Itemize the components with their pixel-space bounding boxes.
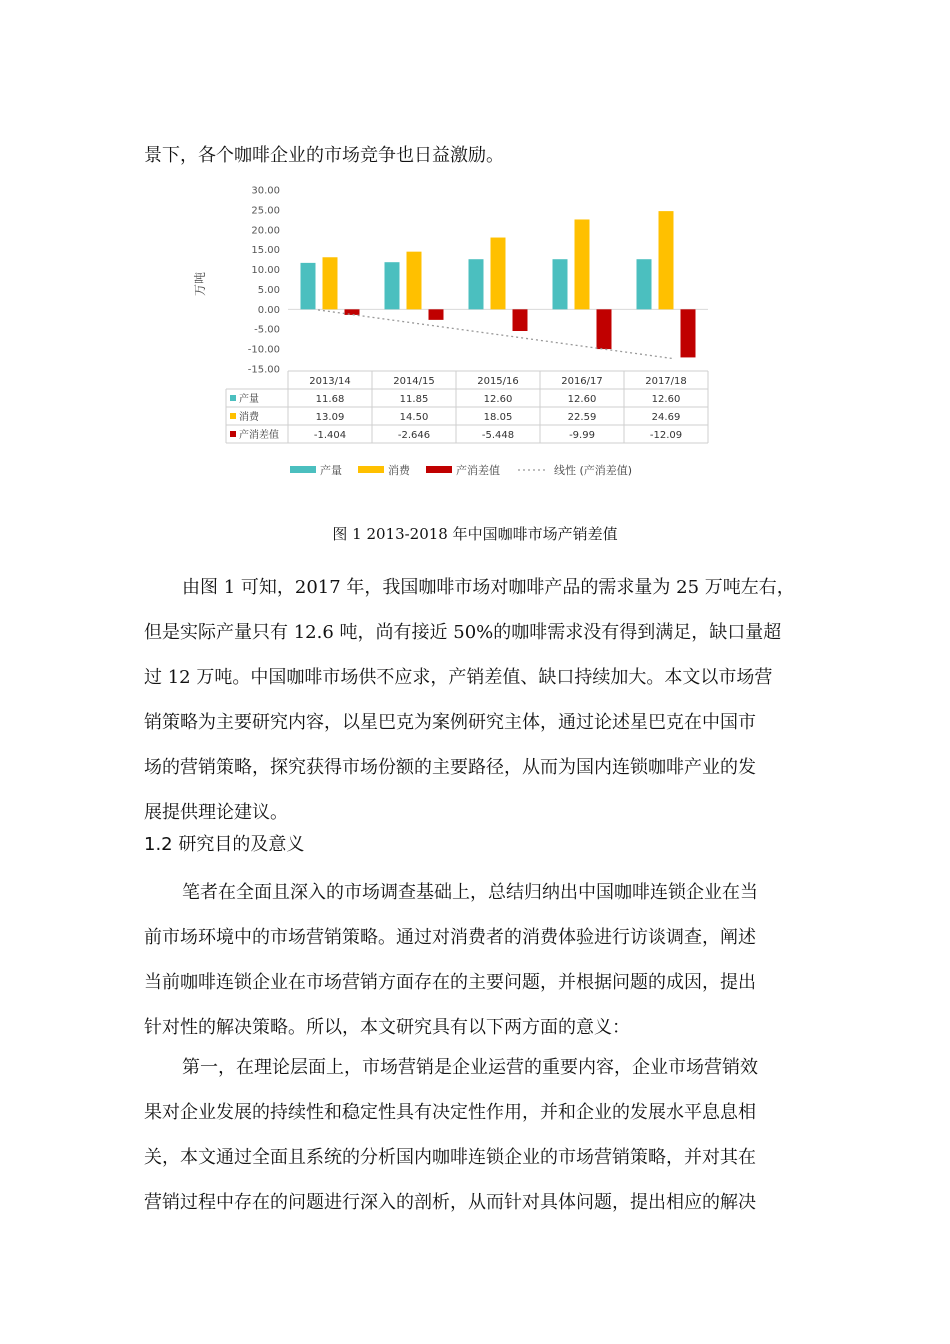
- bar-产消差值-2013/14: [345, 309, 360, 315]
- bar-产量-2017/18: [637, 259, 652, 309]
- paragraph-line: 但是实际产量只有 12.6 吨，尚有接近 50%的咖啡需求没有得到满足，缺口量超: [144, 622, 782, 643]
- y-tick-label: 20.00: [251, 225, 280, 237]
- bar-消费-2016/17: [575, 219, 590, 309]
- data-label: -1.404: [313, 430, 347, 441]
- bar-消费-2015/16: [491, 238, 506, 310]
- data-table: [226, 371, 708, 443]
- data-label: 18.05: [483, 412, 513, 423]
- legend: [290, 463, 632, 477]
- x-tick-label: 2013/14: [309, 376, 351, 387]
- y-axis-label: 万吨: [193, 271, 207, 297]
- x-tick-label: 2015/16: [477, 376, 519, 387]
- data-label: 24.69: [651, 412, 681, 423]
- bar-产量-2014/15: [385, 262, 400, 309]
- bar-产量-2015/16: [469, 259, 484, 309]
- trendline: [318, 310, 672, 359]
- intro-line: 景下，各个咖啡企业的市场竞争也日益激励。: [144, 145, 504, 166]
- bar-产消差值-2016/17: [597, 309, 612, 349]
- data-label: 12.60: [567, 394, 597, 405]
- data-label: 12.60: [483, 394, 513, 405]
- y-tick-label: -10.00: [247, 344, 280, 356]
- legend-trend-label: 线性 (产消差值): [554, 464, 633, 477]
- paragraph-line: 关，本文通过全面且系统的分析国内咖啡连锁企业的市场营销策略，并对其在: [144, 1147, 756, 1168]
- data-label: 14.50: [399, 412, 429, 423]
- y-tick-label: 5.00: [257, 284, 280, 296]
- production-consumption-chart: [190, 178, 730, 498]
- data-label: 13.09: [315, 412, 345, 423]
- table-series-name: 消费: [239, 412, 259, 423]
- legend-label: 产量: [320, 464, 342, 477]
- paragraph-line: 营销过程中存在的问题进行深入的剖析，从而针对具体问题，提出相应的解决: [144, 1192, 756, 1213]
- data-label: -12.09: [649, 430, 683, 441]
- data-label: -9.99: [569, 430, 595, 441]
- paragraph-line: 果对企业发展的持续性和稳定性具有决定性作用，并和企业的发展水平息息相: [144, 1102, 756, 1123]
- bar-消费-2014/15: [407, 252, 422, 310]
- table-legend-key: [230, 395, 236, 401]
- bars-group: [301, 211, 696, 357]
- bar-产量-2016/17: [553, 259, 568, 309]
- paragraph-line: 当前咖啡连锁企业在市场营销方面存在的主要问题，并根据问题的成因，提出: [144, 972, 756, 993]
- paragraph-line: 第一，在理论层面上，市场营销是企业运营的重要内容，企业市场营销效: [182, 1057, 758, 1078]
- table-series-name: 产量: [239, 394, 259, 405]
- bar-消费-2017/18: [659, 211, 674, 309]
- paragraph-line: 针对性的解决策略。所以，本文研究具有以下两方面的意义：: [144, 1017, 630, 1038]
- data-label: 22.59: [567, 412, 597, 423]
- legend-label: 消费: [388, 464, 410, 477]
- table-legend-key: [230, 413, 236, 419]
- bar-产量-2013/14: [301, 263, 316, 309]
- paragraph-line: 过 12 万吨。中国咖啡市场供不应求，产销差值、缺口持续加大。本文以市场营: [144, 667, 773, 688]
- paragraph-line: 前市场环境中的市场营销策略。通过对消费者的消费体验进行访谈调查，阐述: [144, 927, 756, 948]
- y-tick-label: 25.00: [251, 205, 280, 217]
- data-label: -5.448: [481, 430, 515, 441]
- y-tick-label: -5.00: [254, 324, 280, 336]
- y-tick-label: 30.00: [251, 185, 280, 197]
- table-legend-key: [230, 431, 236, 437]
- y-tick-label: -15.00: [247, 364, 280, 376]
- paragraph-line: 销策略为主要研究内容，以星巴克为案例研究主体，通过论述星巴克在中国市: [144, 712, 756, 733]
- bar-产消差值-2015/16: [513, 309, 528, 331]
- legend-swatch: [426, 466, 452, 473]
- y-tick-label: 0.00: [257, 304, 280, 316]
- table-series-name: 产消差值: [239, 430, 279, 441]
- bar-消费-2013/14: [323, 257, 338, 309]
- legend-swatch: [290, 466, 316, 473]
- bar-产消差值-2014/15: [429, 309, 444, 320]
- paragraph-line: 由图 1 可知，2017 年，我国咖啡市场对咖啡产品的需求量为 25 万吨左右，: [182, 577, 795, 598]
- legend-label: 产消差值: [456, 464, 500, 477]
- paragraph-line: 展提供理论建议。: [144, 802, 288, 823]
- x-tick-label: 2016/17: [561, 376, 603, 387]
- x-tick-label: 2017/18: [645, 376, 687, 387]
- data-label: 11.85: [399, 394, 429, 405]
- data-label: -2.646: [397, 430, 431, 441]
- x-tick-label: 2014/15: [393, 376, 435, 387]
- legend-swatch: [358, 466, 384, 473]
- data-label: 11.68: [315, 394, 345, 405]
- paragraph-line: 场的营销策略，探究获得市场份额的主要路径，从而为国内连锁咖啡产业的发: [144, 757, 756, 778]
- bar-产消差值-2017/18: [681, 309, 696, 357]
- section-heading: 1.2 研究目的及意义: [144, 834, 305, 855]
- data-label: 12.60: [651, 394, 681, 405]
- paragraph-line: 笔者在全面且深入的市场调查基础上，总结归纳出中国咖啡连锁企业在当: [182, 882, 758, 903]
- figure-caption: 图 1 2013-2018 年中国咖啡市场产销差值: [332, 525, 618, 543]
- y-tick-label: 15.00: [251, 245, 280, 257]
- y-tick-label: 10.00: [251, 265, 280, 277]
